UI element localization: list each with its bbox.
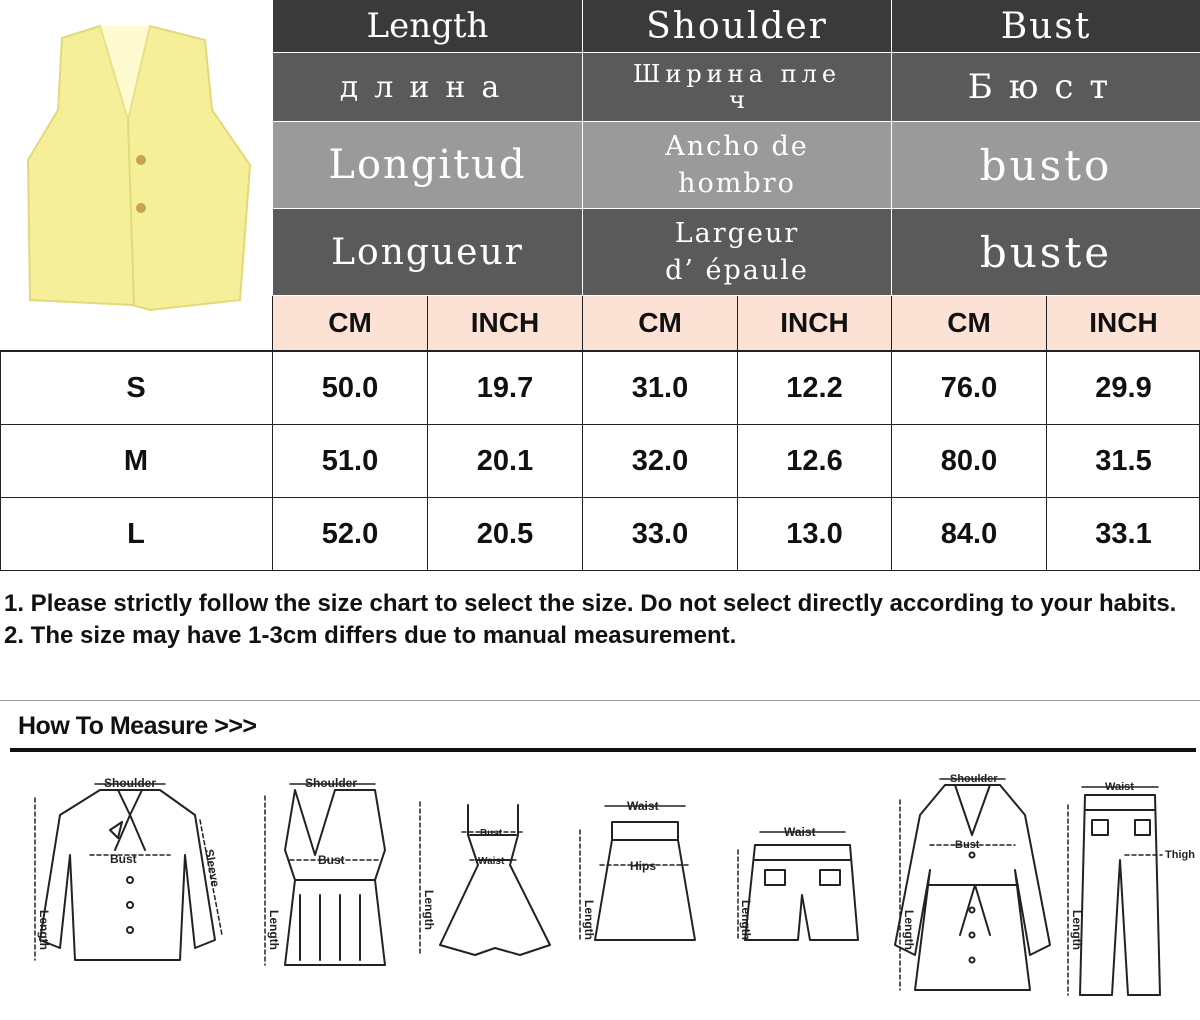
value-text: 20.1 [476,444,534,477]
header-shoulder-fr [583,209,891,295]
value-cell [273,498,427,570]
value-text: 52.0 [321,517,379,550]
unit-cm-length [273,296,427,350]
table-divider [891,296,892,571]
value-cell [428,352,582,424]
pants-thigh-label: Thigh [1165,849,1195,861]
shoulder-ru-line1: Ширина плe [632,60,842,88]
header-bust-fr [892,209,1200,295]
value-text: 20.5 [476,517,534,550]
value-text: 32.0 [631,444,689,477]
length-en-label: Length [366,6,489,46]
coat-bust-label: Bust [955,839,980,851]
table-divider [427,296,428,571]
coat-icon [895,779,1050,990]
header-shoulder-es [583,122,891,208]
note-1: 1. Please strictly follow the size chart to select the size. Do not select directly according to your habits. [4,590,1177,617]
unit-inch-bust [1047,296,1200,350]
tank-shoulder-label: Shoulder [305,776,358,790]
value-cell [583,498,737,570]
header-bust-es [892,122,1200,208]
table-divider [1046,296,1047,571]
product-image [0,0,272,350]
unit-label: CM [328,307,372,338]
blouse-length-label: Length [37,910,51,950]
size-cell [0,352,272,424]
value-cell [738,498,891,570]
value-cell [583,352,737,424]
unit-cm-bust [892,296,1046,350]
skirt-hips-label: Hips [630,859,657,873]
table-divider [0,497,1200,498]
shoulder-es-line1: Ancho de [665,131,809,162]
value-text: 33.0 [631,517,689,550]
value-text: 80.0 [940,444,998,477]
shorts-icon [738,832,858,940]
skirt-waist-label: Waist [627,799,659,813]
yellow-vest-illustration [0,0,272,350]
value-text: 31.0 [631,371,689,404]
dress-bust-label: Bust [480,828,503,839]
skirt-icon [580,806,695,940]
value-cell [738,425,891,497]
value-cell [892,352,1046,424]
shoulder-en-label: Shoulder [646,5,828,47]
size-label: L [127,517,145,550]
header-length-ru [273,53,582,121]
how-to-measure-title: How To Measure >>> [18,712,257,740]
unit-inch-length [428,296,582,350]
unit-cm-shoulder [583,296,737,350]
header-length-en [273,0,582,52]
dress-waist-label: Waist [478,856,505,867]
shoulder-ru-line2: ч [729,86,745,114]
length-ru-label: длина [339,69,516,105]
table-divider [582,296,583,571]
bust-ru-label: Бюст [967,67,1125,107]
unit-label: INCH [1089,307,1158,338]
value-text: 50.0 [321,371,379,404]
value-text: 33.1 [1095,517,1152,550]
bust-es-label: busto [979,140,1113,190]
shoulder-fr-line1: Largeur [674,218,800,249]
blouse-sleeve-label: Sleeve [202,848,223,888]
header-length-fr [273,209,582,295]
header-length-es [273,122,582,208]
value-cell [1047,498,1200,570]
bust-fr-label: buste [979,227,1113,277]
unit-label: CM [638,307,682,338]
table-divider [0,350,1200,352]
measure-title-underline [10,748,1196,752]
length-es-label: Longitud [328,142,527,188]
coat-length-label: Length [902,910,916,950]
value-cell [273,425,427,497]
value-text: 76.0 [940,371,998,404]
pants-waist-label: Waist [1105,781,1134,793]
size-label: S [126,371,146,404]
table-divider [737,296,738,571]
value-cell [273,352,427,424]
pants-length-label: Length [1070,910,1084,950]
shoulder-es-line2: hombro [678,168,796,199]
length-fr-label: Longueur [331,231,524,273]
shorts-waist-label: Waist [784,825,816,839]
value-text: 12.2 [786,371,843,404]
unit-inch-shoulder [738,296,891,350]
how-to-measure-illustrations [0,760,1200,1018]
note-2: 2. The size may have 1-3cm differs due to manual measurement. [4,622,737,649]
size-cell [0,425,272,497]
notes-divider [0,700,1200,701]
blouse-shoulder-label: Shoulder [104,776,157,790]
size-notes [4,588,1194,652]
value-text: 31.5 [1095,444,1152,477]
coat-shoulder-label: Shoulder [950,773,998,785]
value-cell [428,425,582,497]
unit-label: INCH [470,307,540,338]
value-cell [1047,425,1200,497]
size-label: M [123,444,149,477]
blouse-bust-label: Bust [110,852,137,866]
table-divider [0,570,1200,571]
unit-label: INCH [780,307,849,338]
tank-bust-label: Bust [318,853,345,867]
value-text: 84.0 [940,517,998,550]
table-divider [272,296,273,571]
header-shoulder-en [583,0,891,52]
value-cell [892,498,1046,570]
value-text: 12.6 [786,444,843,477]
value-cell [892,425,1046,497]
value-cell [583,425,737,497]
value-text: 19.7 [476,371,534,404]
value-cell [738,352,891,424]
shoulder-fr-line2: d’ épaule [665,255,809,286]
skirt-length-label: Length [582,900,596,940]
blouse-icon [35,784,222,960]
tank-length-label: Length [267,910,281,950]
header-shoulder-ru [583,53,891,121]
tank-top-icon [265,784,385,965]
value-cell [1047,352,1200,424]
value-text: 13.0 [786,517,843,550]
value-cell [428,498,582,570]
table-divider [0,424,1200,425]
bust-en-label: Bust [1000,5,1092,47]
header-bust-en [892,0,1200,52]
size-cell [0,498,272,570]
value-text: 51.0 [321,444,379,477]
dress-length-label: Length [422,890,436,930]
table-divider [0,350,1,571]
unit-label: CM [947,307,991,338]
pants-icon [1068,787,1162,995]
shorts-length-label: Length [739,900,753,940]
header-bust-ru [892,53,1200,121]
value-text: 29.9 [1095,371,1152,404]
dress-icon [420,802,550,955]
